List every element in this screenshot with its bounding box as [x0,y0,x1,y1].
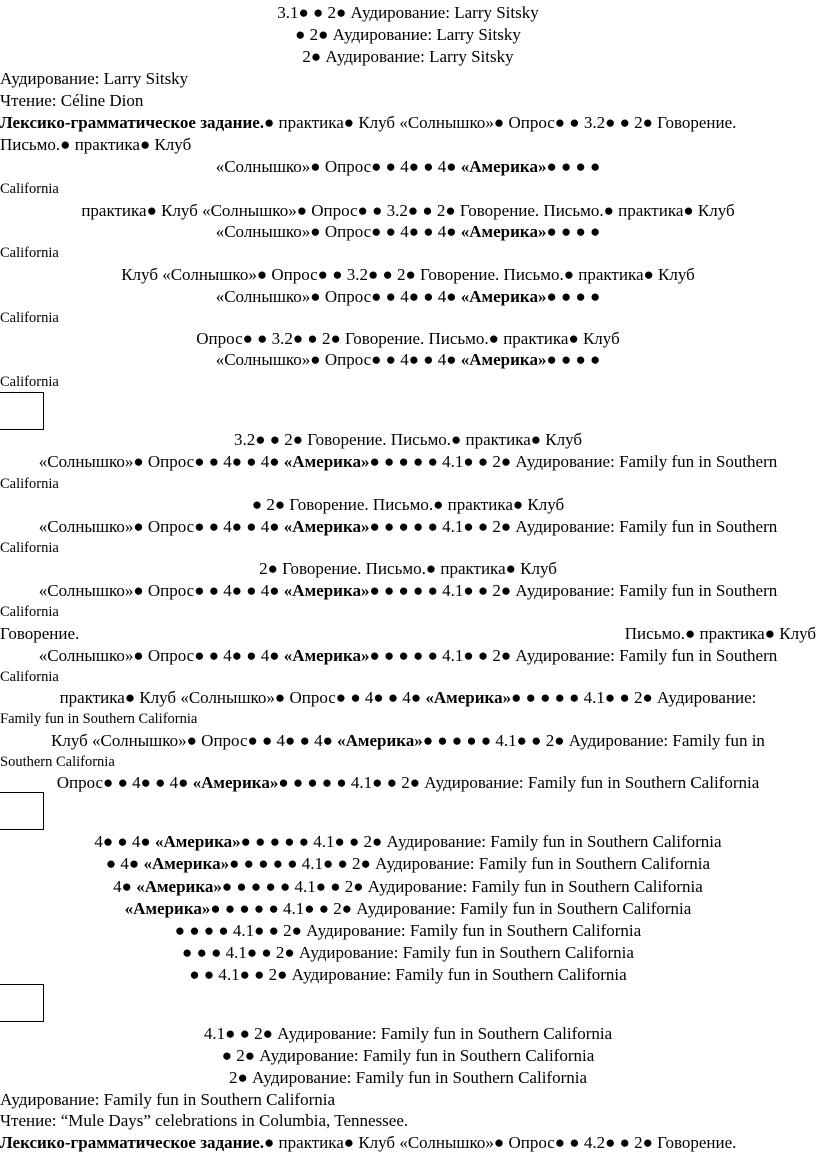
text-line: Опрос● ● 4● ● 4● «Америка»● ● ● ● ● 4.1● ● 2● Аудирование: Family fun in Southern California [56,773,760,792]
text-line: 3.2● ● 2● Говорение. Письмо.● практика● Клуб [233,430,583,449]
text-line: «Солнышко»● Опрос● ● 4● ● 4● «Америка»● ● ● ● ● 4.1● ● 2● Аудирование: Family fun in Southern [38,646,778,665]
text-line: ● ● 4.1● ● 2● Аудирование: Family fun in Southern California [189,965,627,984]
text-line: 3.1● ● 2● Аудирование: Larry Sitsky [277,3,539,22]
text-line: California [0,604,59,620]
text-line: California [0,181,59,197]
text-fragment: Говорение. [0,624,80,643]
text-line: «Солнышко»● Опрос● ● 4● ● 4● «Америка»● ● ● ● [215,350,601,369]
text-line: «Солнышко»● Опрос● ● 4● ● 4● «Америка»● ● ● ● ● 4.1● ● 2● Аудирование: Family fun in Southern [38,452,778,471]
text-line: Аудирование: Larry Sitsky [0,69,189,88]
text-line: 4● «Америка»● ● ● ● ● 4.1● ● 2● Аудирование: Family fun in Southern California [113,877,703,896]
text-line: «Америка»● ● ● ● ● 4.1● ● 2● Аудирование: Family fun in Southern California [124,899,692,918]
text-line: ● ● ● 4.1● ● 2● Аудирование: Family fun in Southern California [182,943,634,962]
empty-box [0,792,44,830]
text-line: Family fun in Southern California [0,711,198,727]
text-line: ● 4● «Америка»● ● ● ● ● 4.1● ● 2● Аудирование: Family fun in Southern California [105,854,711,873]
text-line: практика● Клуб «Солнышко»● Опрос● ● 4● ● 4● «Америка»● ● ● ● ● 4.1● ● 2● Аудирование: [59,688,757,707]
text-line: «Солнышко»● Опрос● ● 4● ● 4● «Америка»● ● ● ● ● 4.1● ● 2● Аудирование: Family fun in Southern [38,581,778,600]
text-line: Чтение: “Mule Days” celebrations in Columbia, Tennessee. [0,1111,409,1130]
text-line: Клуб «Солнышко»● Опрос● ● 4● ● 4● «Америка»● ● ● ● ● 4.1● ● 2● Аудирование: Family fun in [51,731,765,750]
text-line: California [0,476,59,492]
text-line: ● ● ● ● 4.1● ● 2● Аудирование: Family fun in Southern California [174,921,642,940]
empty-box [0,984,44,1022]
text-line: Лексико-грамматическое задание.● практика● Клуб «Солнышко»● Опрос● ● 3.2● ● 2● Говорение. [0,113,737,132]
text-line: «Солнышко»● Опрос● ● 4● ● 4● «Америка»● ● ● ● [215,157,601,176]
text-line: «Солнышко»● Опрос● ● 4● ● 4● «Америка»● ● ● ● [215,287,601,306]
text-line: California [0,310,59,326]
text-line: 4.1● ● 2● Аудирование: Family fun in Southern California [203,1024,613,1043]
text-line: 2● Аудирование: Family fun in Southern California [228,1068,588,1087]
text-line: «Солнышко»● Опрос● ● 4● ● 4● «Америка»● ● ● ● ● 4.1● ● 2● Аудирование: Family fun in Southern [38,517,778,536]
text-line: Чтение: Céline Dion [0,91,144,110]
text-line: Письмо.● практика● Клуб [0,135,192,154]
text-line: California [0,374,59,390]
text-line: Southern California [0,754,115,770]
empty-box [0,392,44,430]
text-line: California [0,540,59,556]
text-line: ● 2● Аудирование: Larry Sitsky [295,25,521,44]
text-line: «Солнышко»● Опрос● ● 4● ● 4● «Америка»● ● ● ● [215,222,601,241]
text-line: Клуб «Солнышко»● Опрос● ● 3.2● ● 2● Говорение. Письмо.● практика● Клуб [121,265,695,284]
text-line: практика● Клуб «Солнышко»● Опрос● ● 3.2● ● 2● Говорение. Письмо.● практика● Клуб [81,201,735,220]
text-line: 2● Говорение. Письмо.● практика● Клуб [259,559,557,578]
text-line: Лексико-грамматическое задание.● практика● Клуб «Солнышко»● Опрос● ● 4.2● ● 2● Говорение. [0,1133,737,1152]
text-line: Аудирование: Family fun in Southern California [0,1090,336,1109]
text-line: California [0,669,59,685]
text-line: ● 2● Аудирование: Family fun in Southern California [221,1046,595,1065]
text-line: ● 2● Говорение. Письмо.● практика● Клуб [251,495,565,514]
text-line-split [0,624,816,644]
text-fragment: Письмо.● практика● Клуб [624,624,816,643]
text-line: 4● ● 4● «Америка»● ● ● ● ● 4.1● ● 2● Аудирование: Family fun in Southern California [94,832,722,851]
text-line: 2● Аудирование: Larry Sitsky [302,47,514,66]
text-line: California [0,245,59,261]
text-line: Опрос● ● 3.2● ● 2● Говорение. Письмо.● практика● Клуб [196,329,620,348]
